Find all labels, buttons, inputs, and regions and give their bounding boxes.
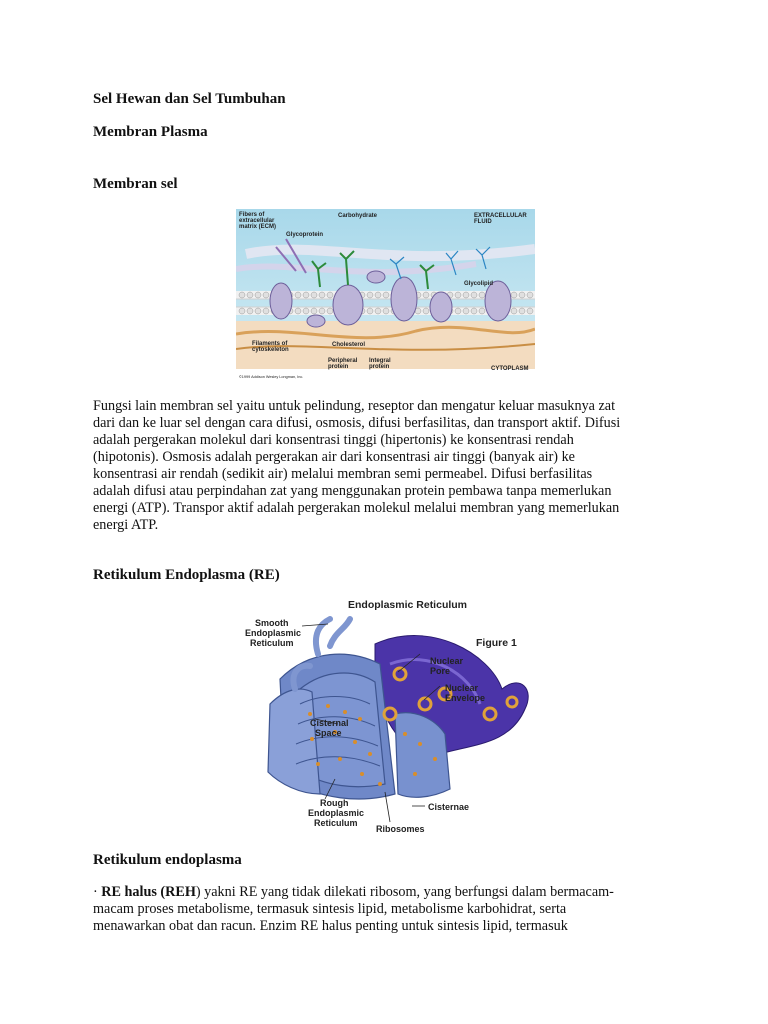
paragraph-re-halus (93, 884, 703, 935)
label-integral: Integral (369, 358, 391, 364)
label-fibers: Fibers of (239, 212, 265, 218)
label-smooth-er-2: Endoplasmic (245, 628, 302, 638)
label-fibers-2: extracellular (239, 218, 275, 224)
label-smooth-er-3: Reticulum (250, 638, 294, 648)
paragraph-line: Fungsi lain membran sel yaitu untuk pelindung, reseptor dan mengatur keluar masuknya zat (93, 398, 616, 414)
label-glycolipid: Glycolipid (464, 281, 494, 287)
label-smooth-er: Smooth (255, 618, 289, 628)
label-peripheral: Peripheral (328, 358, 358, 364)
figure2-label: Figure 1 (476, 637, 517, 649)
label-integral-2: protein (369, 364, 390, 370)
paragraph-line: macam proses metabolisme, termasuk sintesis lipid, metabolisme karbohidrat, serta (93, 901, 567, 917)
label-fibers-3: matrix (ECM) (239, 224, 277, 230)
label-carbohydrate: Carbohydrate (338, 213, 378, 219)
label-rough-er: Rough (320, 798, 349, 808)
figure2-title: Endoplasmic Reticulum (348, 599, 468, 611)
label-cisternae: Cisternae (428, 802, 470, 812)
label-ribosomes: Ribosomes (376, 824, 425, 834)
label-filaments-2: cytoskeleton (252, 347, 289, 353)
label-nuclear-pore: Nuclear (430, 656, 464, 666)
label-nuclear-envelope: Nuclear (445, 683, 479, 693)
paragraph-line: energi ATP. (93, 517, 159, 533)
label-cisternal-space: Cisternal (310, 718, 349, 728)
paragraph-line: adalah pergerakan molekul dari konsentrasi tinggi (hipertonis) ke konsentrasi rendah (93, 432, 574, 448)
paragraph-membran-sel (93, 398, 703, 534)
label-cholesterol: Cholesterol (332, 342, 366, 348)
label-nuclear-envelope-2: Envelope (445, 693, 486, 703)
paragraph-line: adalah difusi atau perpindahan zat yang menggunakan protein pembawa tanpa memerlukan (93, 483, 612, 499)
paragraph-line: energi (ATP). Transpor aktif adalah pergerakan molekul melalui membran yang memerlukan (93, 500, 620, 516)
paragraph-line: (hipotonis). Osmosis adalah pergerakan air dari konsentrasi air tinggi (banyak air) ke (93, 449, 575, 465)
label-extracellular-fluid-2: FLUID (474, 219, 492, 225)
label-nuclear-pore-2: Pore (430, 666, 451, 676)
heading-retikulum-endoplasma: Retikulum Endoplasma (RE) (93, 567, 280, 583)
label-filaments: Filaments of (252, 341, 288, 347)
heading-retikulum-endoplasma-2: Retikulum endoplasma (93, 852, 242, 868)
label-glycoprotein: Glycoprotein (286, 232, 324, 238)
cell-membrane-figure (236, 209, 535, 381)
label-cisternal-space-2: Space (315, 728, 342, 738)
paragraph-line: menawarkan obat dan racun. Enzim RE halus penting untuk sintesis lipid, termasuk (93, 918, 568, 934)
paragraph-line: konsentrasi air rendah (sedikit air) melalui membran semi permeabel. Difusi berfasilitas (93, 466, 593, 482)
paragraph-line-rest: ) yakni RE yang tidak dilekati ribosom, yang berfungsi dalam bermacam- (195, 884, 614, 900)
figure-copyright: ©1999 Addison Wesley Longman, Inc. (239, 375, 304, 379)
bullet: · (93, 884, 98, 900)
paragraph-line (93, 884, 703, 901)
paragraph-line: dari dan ke luar sel dengan cara difusi, osmosis, difusi berfasilitas, dan transport aktif. Difusi (93, 415, 621, 431)
label-peripheral-2: protein (328, 364, 349, 370)
label-extracellular-fluid: EXTRACELLULAR (474, 213, 527, 219)
endoplasmic-reticulum-figure (240, 594, 540, 836)
heading-membran-plasma: Membran Plasma (93, 124, 208, 140)
label-rough-er-3: Reticulum (314, 818, 358, 828)
heading-membran-sel: Membran sel (93, 176, 178, 192)
page-title: Sel Hewan dan Sel Tumbuhan (93, 91, 286, 107)
label-cytoplasm: CYTOPLASM (491, 366, 529, 372)
bold-term: RE halus (REH (101, 884, 196, 900)
label-rough-er-2: Endoplasmic (308, 808, 365, 818)
